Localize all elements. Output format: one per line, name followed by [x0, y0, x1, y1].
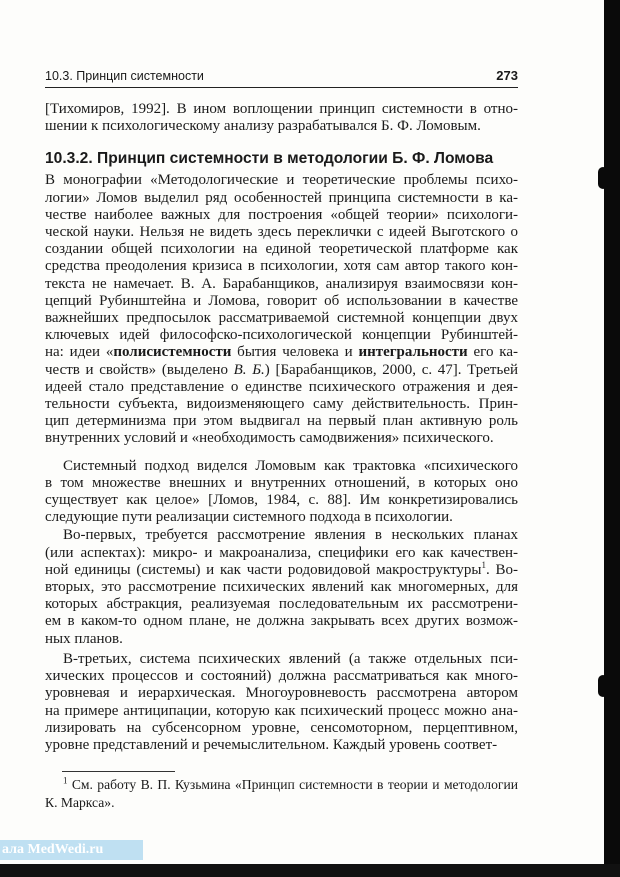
text-run: честве наиболее важных для построения «общей теории» психологи- — [45, 206, 518, 223]
text-run: См. работу В. П. Кузьмина «Принцип системности в теории и методологии — [67, 777, 518, 793]
text-run: . Во- — [486, 561, 519, 578]
text-run: в том множестве внешних и внутренних отношений, в которых оно — [45, 474, 518, 491]
text-line — [45, 509, 518, 526]
text-run: уровневая и иерархическая. Многоуровневость рассмотрена автором — [45, 685, 518, 702]
text-line — [45, 794, 518, 812]
page-body — [45, 101, 518, 812]
text-run: существует как целое» [Ломов, 1984, с. 88]. Им конкретизировались — [45, 492, 518, 509]
text-run: ) [Барабанщиков, 2000, с. 47]. Третьей — [264, 361, 518, 378]
text-run: ем в каком-то одном плане, не должна закрывать всех других возмож- — [45, 613, 518, 630]
text-run: логии» Ломов выделил ряд особенностей принципа системности в ка- — [45, 189, 518, 206]
text-line — [45, 362, 518, 379]
text-line — [45, 172, 518, 189]
text-run: В монографии «Методологические и теоретические проблемы психо- — [45, 172, 518, 189]
text-run: создании общей психологии на единой теоретической платформе как — [45, 241, 518, 258]
bold-term: полисистемности — [113, 344, 232, 361]
text-line — [45, 579, 518, 596]
text-run: которых абстракция, реализуемая последовательным их рассмотрени- — [45, 596, 518, 613]
text-run: идеей стало представление о единстве психического отражения и дея- — [45, 378, 518, 395]
text-run: В-третьих, система психических явлений (а также отдельных пси- — [63, 650, 518, 667]
text-line — [45, 190, 518, 207]
text-run: ческой науки. Нельзя не видеть здесь переклички с идеей Выготского о — [45, 224, 518, 241]
text-line — [45, 527, 518, 544]
text-line — [45, 258, 518, 275]
text-run: внутренних условий и «необходимость самодвижения» психического. — [45, 430, 494, 447]
text-run: следующие пути реализации системного подхода в психологии. — [45, 509, 453, 526]
running-head — [45, 67, 518, 88]
text-line — [45, 776, 518, 794]
text-run: Во-первых, требуется рассмотрение явления в нескольких планах — [63, 527, 518, 544]
text-line — [45, 492, 518, 509]
text-run: вторых, это рассмотрение психических явлений как многомерных, для — [45, 579, 518, 596]
bold-term: интегральности — [358, 344, 468, 361]
text-line — [45, 413, 518, 430]
text-line — [45, 559, 519, 579]
text-line — [45, 344, 518, 361]
text-line — [45, 720, 518, 737]
paragraph — [45, 101, 518, 135]
text-line — [45, 310, 518, 327]
text-line — [45, 458, 518, 475]
text-run: его ка- — [467, 344, 518, 361]
text-run: ключевых идей философско-психологической концепции Рубинштей- — [45, 327, 518, 344]
text-line — [45, 396, 518, 413]
text-run: лизировать на субсенсорном уровне, сенсомоторном, перцептивном, — [45, 719, 518, 736]
text-line — [45, 475, 518, 492]
text-line — [45, 379, 518, 396]
text-run: Системный подход виделся Ломовым как трактовка «психического — [63, 457, 518, 474]
text-run: цепций Рубинштейна и Ломова, говорит об использовании в качестве — [45, 292, 518, 309]
text-line — [45, 224, 518, 241]
text-line — [45, 545, 518, 562]
text-run: К. Маркса». — [45, 795, 115, 811]
text-line — [45, 703, 518, 720]
text-run: (или аспектах): микро- и макроанализа, специфики его как качествен- — [45, 544, 518, 561]
running-head-title: 10.3. Принцип системности — [45, 69, 204, 83]
italic-text: В. Б. — [233, 361, 265, 378]
text-line — [45, 327, 518, 344]
footnote — [45, 776, 518, 812]
paragraph — [45, 651, 518, 754]
scan-edge-notch — [598, 675, 608, 697]
text-run: тельности субъекта, видоизменяющего саму действительность. Прин- — [45, 396, 518, 413]
text-run: важнейших предпосылок рассматриваемой системной концепции двух — [45, 310, 518, 327]
text-line — [45, 101, 518, 118]
text-line — [45, 737, 518, 754]
text-line — [45, 293, 518, 310]
text-run: хических процессов и состояний) должна рассматриваться как много- — [45, 668, 518, 685]
text-line — [45, 631, 518, 648]
text-run: уровне представлений и речемыслительном. Каждый уровень соответ- — [45, 736, 498, 753]
footnote-marker: 1 — [63, 775, 68, 786]
text-line — [45, 651, 518, 668]
text-run: на примере антиципации, которую как психический процесс можно ана- — [45, 702, 518, 719]
text-line — [45, 207, 518, 224]
text-run: текста не намечает. В. А. Барабанщиков, анализируя взаимосвязи кон- — [45, 275, 518, 292]
scan-edge-bottom — [0, 864, 620, 877]
scan-edge-notch — [598, 167, 608, 189]
section-heading: 10.3.2. Принцип системности в методологии Б. Ф. Ломова — [45, 150, 494, 168]
text-run: на: идеи « — [45, 344, 114, 361]
text-line — [45, 430, 518, 447]
text-line — [45, 685, 518, 702]
text-run: честв и свойств» (выделено — [45, 361, 234, 378]
text-line — [45, 596, 518, 613]
text-line — [45, 118, 518, 135]
footnote-divider — [62, 771, 175, 772]
text-run: бытия человека и — [231, 344, 359, 361]
text-run: ной единицы (системы) и как части родовидовой макроструктуры — [45, 561, 482, 578]
text-run: шении к психологическому анализу разрабатывался Б. Ф. Ломовым. — [45, 118, 481, 135]
watermark: ала MedWedi.ru — [0, 840, 143, 860]
scan-edge-right — [604, 0, 620, 877]
page-number: 273 — [496, 68, 518, 83]
paragraph — [45, 172, 518, 447]
text-line — [45, 668, 518, 685]
paragraph — [45, 458, 518, 527]
footnote-marker: 1 — [481, 559, 487, 570]
text-run: цип детерминизма при этом выдвигал на первый план активную роль — [45, 413, 518, 430]
paragraph — [45, 527, 518, 647]
text-run: ных планов. — [45, 630, 123, 647]
text-line — [45, 613, 518, 630]
text-run: [Тихомиров, 1992]. В ином воплощении принцип системности в отно- — [45, 101, 518, 117]
text-run: средства преодоления кризиса в психологии, хотя сам автор такого кон- — [45, 258, 518, 275]
text-line — [45, 276, 518, 293]
text-line — [45, 241, 518, 258]
